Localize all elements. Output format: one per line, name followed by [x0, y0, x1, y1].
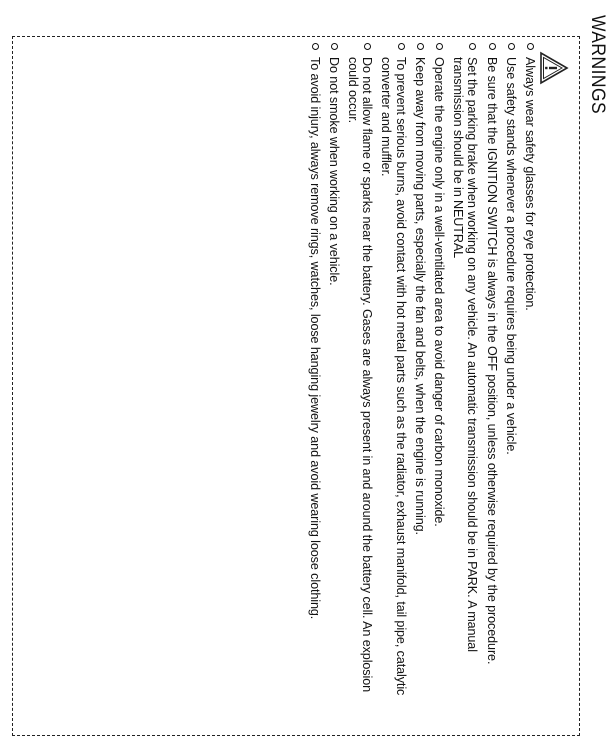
- list-item: [451, 42, 479, 702]
- warning-text: Always wear safety glasses for eye protection.: [523, 57, 537, 311]
- bullet-icon: [417, 43, 424, 50]
- list-item: [432, 42, 446, 702]
- warning-text: Keep away from moving parts, especially the fan and belts, when the engine is running.: [412, 57, 427, 535]
- warning-text: Do not smoke when working on a vehicle.: [326, 57, 341, 286]
- bullet-icon: [489, 43, 496, 50]
- warning-text: To prevent serious burns, avoid contact with hot metal parts such as the radiator, exhaust manifold, tail pipe, catalytic converter and muffler.: [379, 57, 408, 696]
- warnings-box: [12, 36, 580, 736]
- warning-text: Be sure that the IGNITION SWITCH is always in the OFF position, unless otherwise required by the procedure.: [484, 57, 499, 665]
- list-item: [504, 42, 518, 702]
- bullet-icon: [331, 43, 338, 50]
- list-item: [307, 42, 321, 702]
- warning-text: Operate the engine only in a well-ventilated area to avoid danger of carbon monoxide.: [431, 57, 446, 527]
- list-item: [413, 42, 427, 702]
- list-item: [379, 42, 407, 702]
- bullet-icon: [312, 43, 319, 50]
- bullet-icon: [527, 43, 534, 50]
- bullet-icon: [364, 43, 371, 50]
- warning-triangle-icon: [539, 51, 569, 85]
- list-item: [327, 42, 341, 702]
- warning-text: Set the parking brake when working on any vehicle. An automatic transmission should be in PARK. A manual transmission should be in NEUTRAL: [451, 57, 480, 652]
- bullet-icon: [508, 43, 515, 50]
- page-title: WARNINGS: [587, 15, 608, 115]
- list-item: [523, 42, 537, 702]
- list-item: [346, 42, 374, 702]
- bullet-icon: [436, 43, 443, 50]
- bullet-icon: [469, 43, 476, 50]
- warning-text: Do not allow flame or sparks near the battery. Gases are always present in and around the battery cell. An explosion could occur.: [345, 57, 375, 692]
- warning-text: To avoid injury, always remove rings, watches, loose hanging jewelry and avoid wearing loose clothing.: [307, 57, 322, 620]
- bullet-icon: [398, 43, 405, 50]
- warnings-list: [302, 42, 537, 702]
- list-item: [484, 42, 498, 702]
- warning-text: Use safety stands whenever a procedure requires being under a vehicle.: [503, 57, 518, 455]
